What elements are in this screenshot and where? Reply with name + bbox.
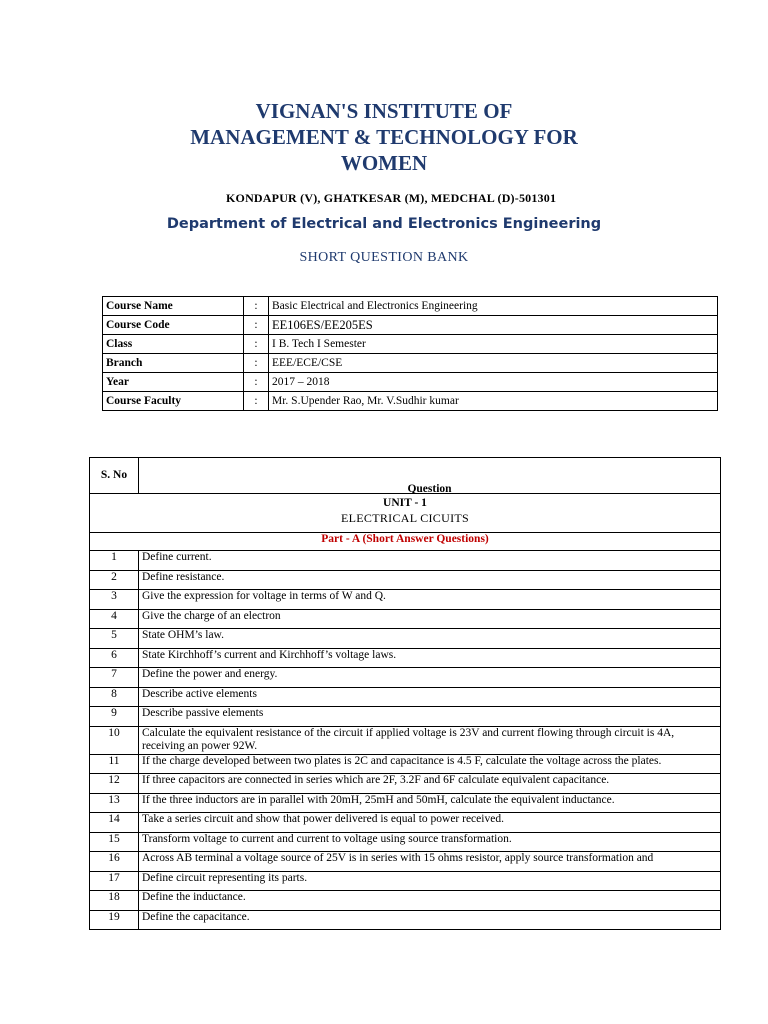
question-number: 11 xyxy=(90,754,139,774)
question-text: Across AB terminal a voltage source of 25V is in series with 15 ohms resistor, apply source transformation and xyxy=(142,852,654,864)
question-text: Define the capacitance. xyxy=(139,910,721,930)
question-row xyxy=(90,793,721,813)
question-number: 4 xyxy=(90,609,139,629)
course-info-value: 2017 – 2018 xyxy=(269,373,718,392)
course-info-row xyxy=(103,297,718,316)
course-info-row xyxy=(103,354,718,373)
question-number: 6 xyxy=(90,648,139,668)
question-text: Describe passive elements xyxy=(139,707,721,727)
question-row xyxy=(90,629,721,649)
question-text: If the three inductors are in parallel with 20mH, 25mH and 50mH, calculate the equivalent inductance. xyxy=(139,793,721,813)
question-row xyxy=(90,813,721,833)
title-line-1: VIGNAN'S INSTITUTE OF xyxy=(255,99,513,123)
question-text: Define circuit representing its parts. xyxy=(139,871,721,891)
sno-column-header: S. No xyxy=(90,458,139,494)
course-info-separator: : xyxy=(244,316,269,335)
question-row xyxy=(90,754,721,774)
course-info-row xyxy=(103,392,718,411)
course-info-label: Class xyxy=(103,335,244,354)
document-type-heading: SHORT QUESTION BANK xyxy=(299,250,469,265)
question-text: State OHM’s law. xyxy=(139,629,721,649)
course-info-value: Mr. S.Upender Rao, Mr. V.Sudhir kumar xyxy=(269,392,718,411)
question-number: 1 xyxy=(90,551,139,571)
question-text: Take a series circuit and show that power delivered is equal to power received. xyxy=(139,813,721,833)
unit-heading xyxy=(90,494,721,533)
part-heading-row xyxy=(90,533,721,551)
question-row xyxy=(90,832,721,852)
question-table xyxy=(89,457,721,930)
question-number: 10 xyxy=(90,726,139,754)
course-info-label: Course Code xyxy=(103,316,244,335)
question-number: 3 xyxy=(90,590,139,610)
question-row xyxy=(90,891,721,911)
question-row xyxy=(90,707,721,727)
institute-title xyxy=(0,98,768,176)
question-row xyxy=(90,910,721,930)
question-number: 15 xyxy=(90,832,139,852)
question-row xyxy=(90,609,721,629)
title-line-2: MANAGEMENT & TECHNOLOGY FOR xyxy=(190,125,578,149)
unit-label: UNIT - 1 xyxy=(383,497,427,509)
question-number: 7 xyxy=(90,668,139,688)
question-number: 18 xyxy=(90,891,139,911)
question-text: Define the inductance. xyxy=(139,891,721,911)
course-info-label: Course Faculty xyxy=(103,392,244,411)
question-number: 8 xyxy=(90,687,139,707)
unit-title: ELECTRICAL CICUITS xyxy=(341,511,469,525)
question-number: 13 xyxy=(90,793,139,813)
question-text: Transform voltage to current and current to voltage using source transformation. xyxy=(139,832,721,852)
course-info-separator: : xyxy=(244,373,269,392)
unit-heading-row xyxy=(90,494,721,533)
title-line-3: WOMEN xyxy=(340,151,428,175)
question-row xyxy=(90,551,721,571)
question-column-header-text: Question xyxy=(407,483,452,495)
question-table-header xyxy=(90,458,721,494)
department-heading: Department of Electrical and Electronics Engineering xyxy=(166,216,602,232)
question-row xyxy=(90,648,721,668)
question-column-header xyxy=(139,458,721,494)
question-text-cell xyxy=(139,852,721,872)
institute-address: KONDAPUR (V), GHATKESAR (M), MEDCHAL (D)-501301 xyxy=(226,191,557,205)
part-heading: Part - A (Short Answer Questions) xyxy=(90,533,721,551)
course-info-separator: : xyxy=(244,354,269,373)
course-info-label: Branch xyxy=(103,354,244,373)
course-info-label: Course Name xyxy=(103,297,244,316)
question-row xyxy=(90,668,721,688)
question-number: 19 xyxy=(90,910,139,930)
question-number: 5 xyxy=(90,629,139,649)
course-info-separator: : xyxy=(244,392,269,411)
question-row xyxy=(90,687,721,707)
question-number: 16 xyxy=(90,852,139,872)
question-number: 2 xyxy=(90,570,139,590)
question-text: Define current. xyxy=(139,551,721,571)
question-text: If the charge developed between two plates is 2C and capacitance is 4.5 F, calculate the voltage across the plates. xyxy=(139,754,721,774)
course-info-row xyxy=(103,373,718,392)
course-info-separator: : xyxy=(244,335,269,354)
question-text: Give the expression for voltage in terms of W and Q. xyxy=(139,590,721,610)
question-row xyxy=(90,570,721,590)
question-row xyxy=(90,852,721,872)
question-text: Define resistance. xyxy=(139,570,721,590)
question-row xyxy=(90,774,721,794)
course-info-separator: : xyxy=(244,297,269,316)
course-info-value: I B. Tech I Semester xyxy=(269,335,718,354)
course-info-value: EEE/ECE/CSE xyxy=(269,354,718,373)
question-text: If three capacitors are connected in series which are 2F, 3.2F and 6F calculate equivalent capacitance. xyxy=(139,774,721,794)
question-number: 14 xyxy=(90,813,139,833)
question-row xyxy=(90,871,721,891)
question-number: 12 xyxy=(90,774,139,794)
question-row xyxy=(90,726,721,754)
question-text: Give the charge of an electron xyxy=(139,609,721,629)
question-text: State Kirchhoff’s current and Kirchhoff’s voltage laws. xyxy=(139,648,721,668)
question-text: Calculate the equivalent resistance of the circuit if applied voltage is 23V and current flowing through circuit is 4A, receiving an power 92W. xyxy=(139,726,721,754)
course-info-row xyxy=(103,316,718,335)
question-text: Define the power and energy. xyxy=(139,668,721,688)
course-info-value: EE106ES/EE205ES xyxy=(269,316,718,335)
course-info-value: Basic Electrical and Electronics Engineering xyxy=(269,297,718,316)
question-row xyxy=(90,590,721,610)
course-info-label: Year xyxy=(103,373,244,392)
course-info-table xyxy=(102,296,718,411)
question-text: Describe active elements xyxy=(139,687,721,707)
question-number: 9 xyxy=(90,707,139,727)
course-info-row xyxy=(103,335,718,354)
question-number: 17 xyxy=(90,871,139,891)
